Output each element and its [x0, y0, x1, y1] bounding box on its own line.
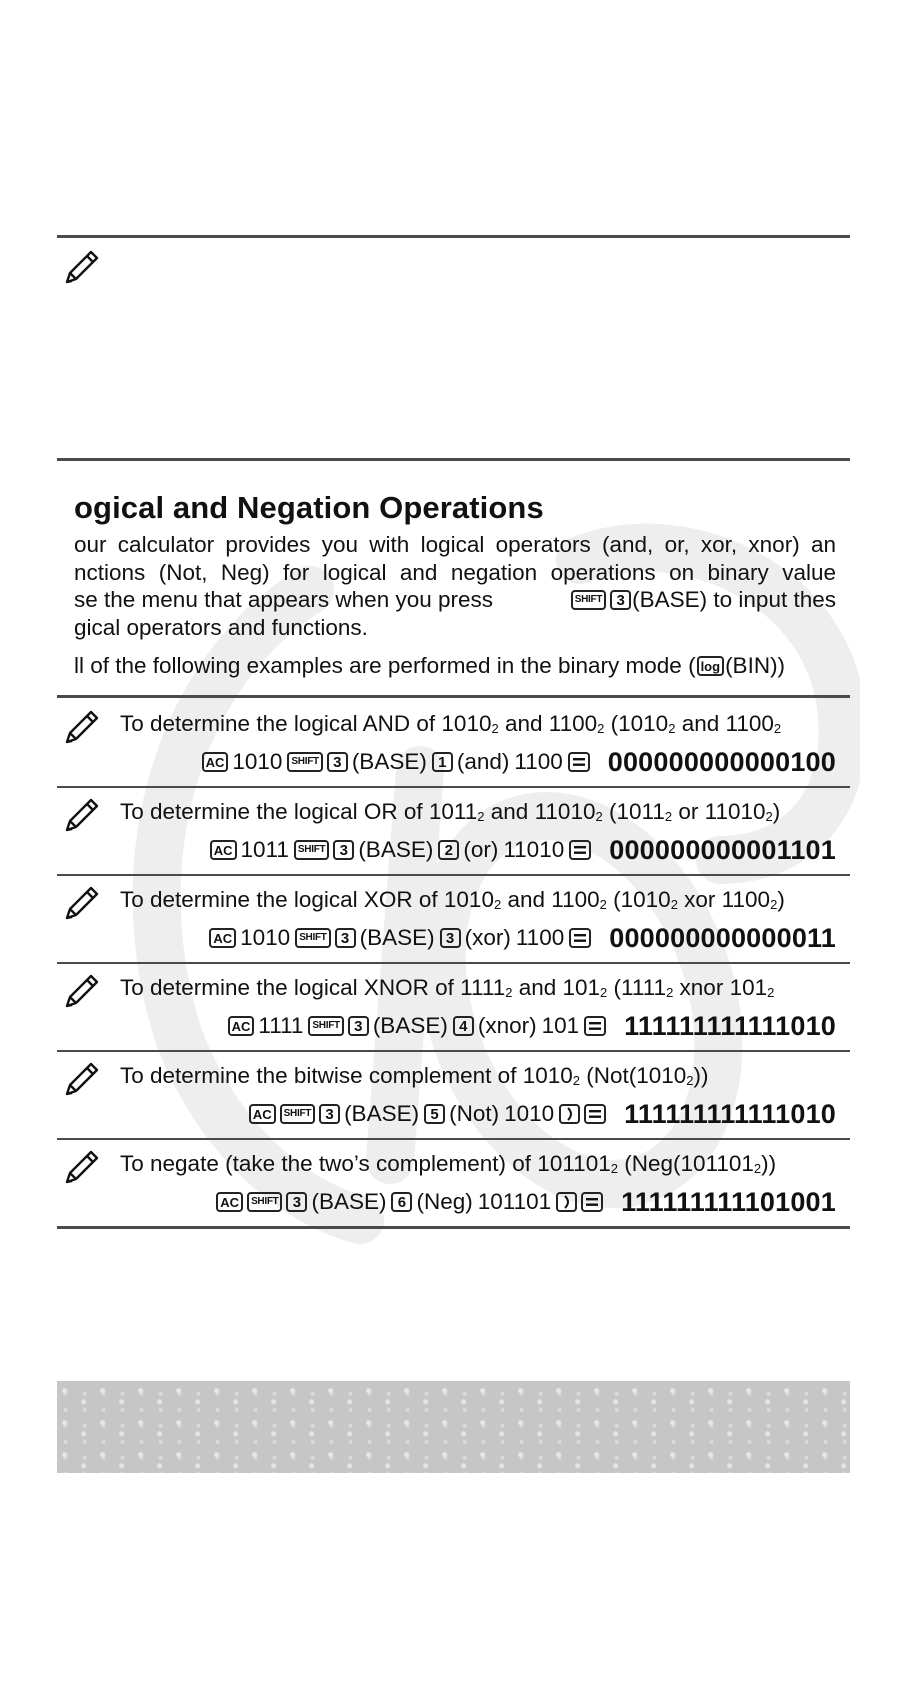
input-value: 1100 — [515, 925, 565, 950]
subscript: 2 — [600, 985, 608, 1000]
subscript: 2 — [770, 897, 778, 912]
subscript: 2 — [477, 809, 485, 824]
close-paren-key-icon — [559, 1104, 580, 1124]
input-value: 1010 — [240, 925, 291, 950]
title-text: To determine the logical XNOR of 1111 — [120, 975, 506, 1000]
title-text: To negate (take the two’s complement) of 101101 — [120, 1151, 611, 1176]
base-label: (BASE) — [344, 1101, 420, 1126]
function-label: (or) — [463, 837, 499, 862]
title-text: To determine the bitwise complement of 1010 — [120, 1063, 573, 1088]
equals-key-icon — [584, 1104, 606, 1124]
shift-key: SHIFT — [571, 590, 606, 610]
example-title — [120, 799, 780, 825]
input-value: 11010 — [503, 837, 565, 862]
title-text: )) — [761, 1151, 777, 1176]
log-key: log — [697, 656, 725, 676]
title-text: xor 1100 — [677, 887, 771, 912]
title-text: (Not(1010 — [579, 1063, 687, 1088]
key-3: 3 — [333, 840, 354, 860]
key-sequence — [228, 1010, 836, 1042]
subscript: 2 — [491, 721, 499, 736]
base-label: (BASE) — [351, 749, 427, 774]
pencil-icon — [62, 1059, 102, 1099]
binary-mode-note — [74, 653, 785, 679]
title-text: ) — [777, 887, 785, 912]
note-text-before: ll of the following examples are performed in the binary mode ( — [74, 653, 696, 678]
result-value: 111111111101001 — [621, 1186, 836, 1217]
example-xnor — [57, 961, 850, 1049]
result-value: 000000000001101 — [609, 834, 836, 865]
ac-key: AC — [216, 1192, 243, 1212]
function-label: (and) — [456, 749, 510, 774]
key-sequence — [249, 1098, 836, 1130]
key-3: 3 — [335, 928, 356, 948]
subscript: 2 — [773, 721, 782, 736]
title-text: and 11010 — [484, 799, 596, 824]
subscript: 2 — [599, 897, 607, 912]
pencil-icon — [62, 795, 102, 835]
subscript: 2 — [572, 1073, 580, 1088]
title-text: (1010 — [606, 887, 671, 912]
key-3: 3 — [348, 1016, 369, 1036]
subscript: 2 — [597, 721, 605, 736]
pencil-icon — [62, 247, 102, 287]
function-label: (Neg) — [416, 1189, 473, 1214]
shift-key: SHIFT — [247, 1192, 282, 1212]
subscript: 2 — [767, 985, 775, 1000]
title-text: To determine the logical XOR of 1010 — [120, 887, 494, 912]
section-heading: ogical and Negation Operations — [74, 490, 544, 525]
title-text: (1011 — [602, 799, 665, 824]
subscript: 2 — [610, 1161, 618, 1176]
shift-key: SHIFT — [294, 840, 329, 860]
equals-key-icon — [568, 752, 590, 772]
title-text: (Neg(101101 — [617, 1151, 754, 1176]
title-text: and 1100 — [501, 887, 600, 912]
decorative-pattern-band — [57, 1381, 850, 1473]
subscript: 2 — [753, 1161, 762, 1176]
equals-key-icon — [584, 1016, 606, 1036]
input-value: 101 — [541, 1013, 580, 1038]
input-value: 101101 — [477, 1189, 552, 1214]
title-text: xnor 101 — [673, 975, 768, 1000]
title-text: (1010 — [604, 711, 669, 736]
pencil-icon — [62, 707, 102, 747]
subscript: 2 — [670, 897, 678, 912]
key-sequence — [210, 834, 836, 866]
section-rule — [57, 458, 850, 461]
key-3: 3 — [610, 590, 631, 610]
note-text-after: (BIN)) — [725, 653, 786, 678]
title-text: and 1100 — [675, 711, 774, 736]
example-title — [120, 1151, 776, 1177]
base-label: (BASE) — [358, 837, 434, 862]
title-text: and 1100 — [498, 711, 598, 736]
subscript: 2 — [595, 809, 603, 824]
title-text: or 11010 — [672, 799, 766, 824]
key-5: 5 — [424, 1104, 445, 1124]
ac-key: AC — [249, 1104, 276, 1124]
key-3: 3 — [440, 928, 461, 948]
subscript: 2 — [666, 985, 674, 1000]
ac-key: AC — [202, 752, 229, 772]
shift-key: SHIFT — [287, 752, 322, 772]
input-value: 1111 — [258, 1013, 304, 1038]
key-2: 2 — [438, 840, 459, 860]
base-label: (BASE) — [372, 1013, 448, 1038]
intro-line-3-end — [571, 587, 836, 613]
result-value: 111111111111010 — [624, 1098, 836, 1129]
key-sequence — [216, 1186, 836, 1218]
shift-key: SHIFT — [308, 1016, 343, 1036]
key-1: 1 — [432, 752, 453, 772]
subscript: 2 — [664, 809, 673, 824]
ac-key: AC — [228, 1016, 255, 1036]
ac-key: AC — [209, 928, 236, 948]
subscript: 2 — [686, 1073, 694, 1088]
ac-key: AC — [210, 840, 237, 860]
intro-line-3-start: se the menu that appears when you press — [74, 587, 494, 612]
equals-key-icon — [581, 1192, 603, 1212]
title-text: ) — [772, 799, 781, 824]
function-label: (Not) — [449, 1101, 500, 1126]
base-label: (BASE) — [359, 925, 435, 950]
example-title — [120, 1063, 709, 1089]
result-value: 000000000000100 — [607, 746, 836, 777]
pencil-icon — [62, 883, 102, 923]
intro-line-3 — [74, 587, 836, 613]
equals-key-icon — [569, 840, 591, 860]
result-value: 111111111111010 — [624, 1010, 836, 1041]
key-6: 6 — [391, 1192, 412, 1212]
shift-key: SHIFT — [295, 928, 330, 948]
subscript: 2 — [765, 809, 773, 824]
key-sequence — [202, 746, 836, 778]
pencil-icon — [62, 971, 102, 1011]
input-value: 1011 — [240, 837, 289, 862]
title-text: To determine the logical OR of 1011 — [120, 799, 478, 824]
example-xor — [57, 873, 850, 961]
shift-key: SHIFT — [280, 1104, 315, 1124]
example-and — [57, 697, 850, 785]
top-rule — [57, 235, 850, 238]
function-label: (xnor) — [477, 1013, 537, 1038]
key-4: 4 — [453, 1016, 474, 1036]
input-value: 1100 — [514, 749, 563, 774]
intro-line-1: our calculator provides you with logical operators (and, or, xor, xnor) an — [74, 532, 836, 557]
subscript: 2 — [668, 721, 676, 736]
equals-key-icon — [569, 928, 591, 948]
intro-line-3-tail: (BASE) to input thes — [632, 587, 836, 612]
example-title — [120, 975, 774, 1001]
key-3: 3 — [286, 1192, 307, 1212]
title-text: (1111 — [607, 975, 667, 1000]
subscript: 2 — [505, 985, 513, 1000]
base-label: (BASE) — [311, 1189, 387, 1214]
close-paren-key-icon — [556, 1192, 577, 1212]
example-neg — [57, 1137, 850, 1225]
result-value: 000000000000011 — [609, 922, 836, 953]
example-title — [120, 711, 781, 737]
example-or — [57, 785, 850, 873]
function-label: (xor) — [464, 925, 511, 950]
title-text: To determine the logical AND of 1010 — [120, 711, 492, 736]
key-3: 3 — [327, 752, 348, 772]
key-3: 3 — [319, 1104, 340, 1124]
examples-rule-bottom — [57, 1226, 850, 1229]
key-sequence — [209, 922, 836, 954]
example-not — [57, 1049, 850, 1137]
intro-line-2: nctions (Not, Neg) for logical and negation operations on binary value — [74, 560, 836, 585]
intro-line-4: gical operators and functions. — [74, 615, 368, 640]
title-text: )) — [693, 1063, 709, 1088]
input-value: 1010 — [232, 749, 283, 774]
title-text: and 101 — [512, 975, 601, 1000]
input-value: 1010 — [504, 1101, 555, 1126]
subscript: 2 — [493, 897, 502, 912]
pencil-icon — [62, 1147, 102, 1187]
example-title — [120, 887, 785, 913]
